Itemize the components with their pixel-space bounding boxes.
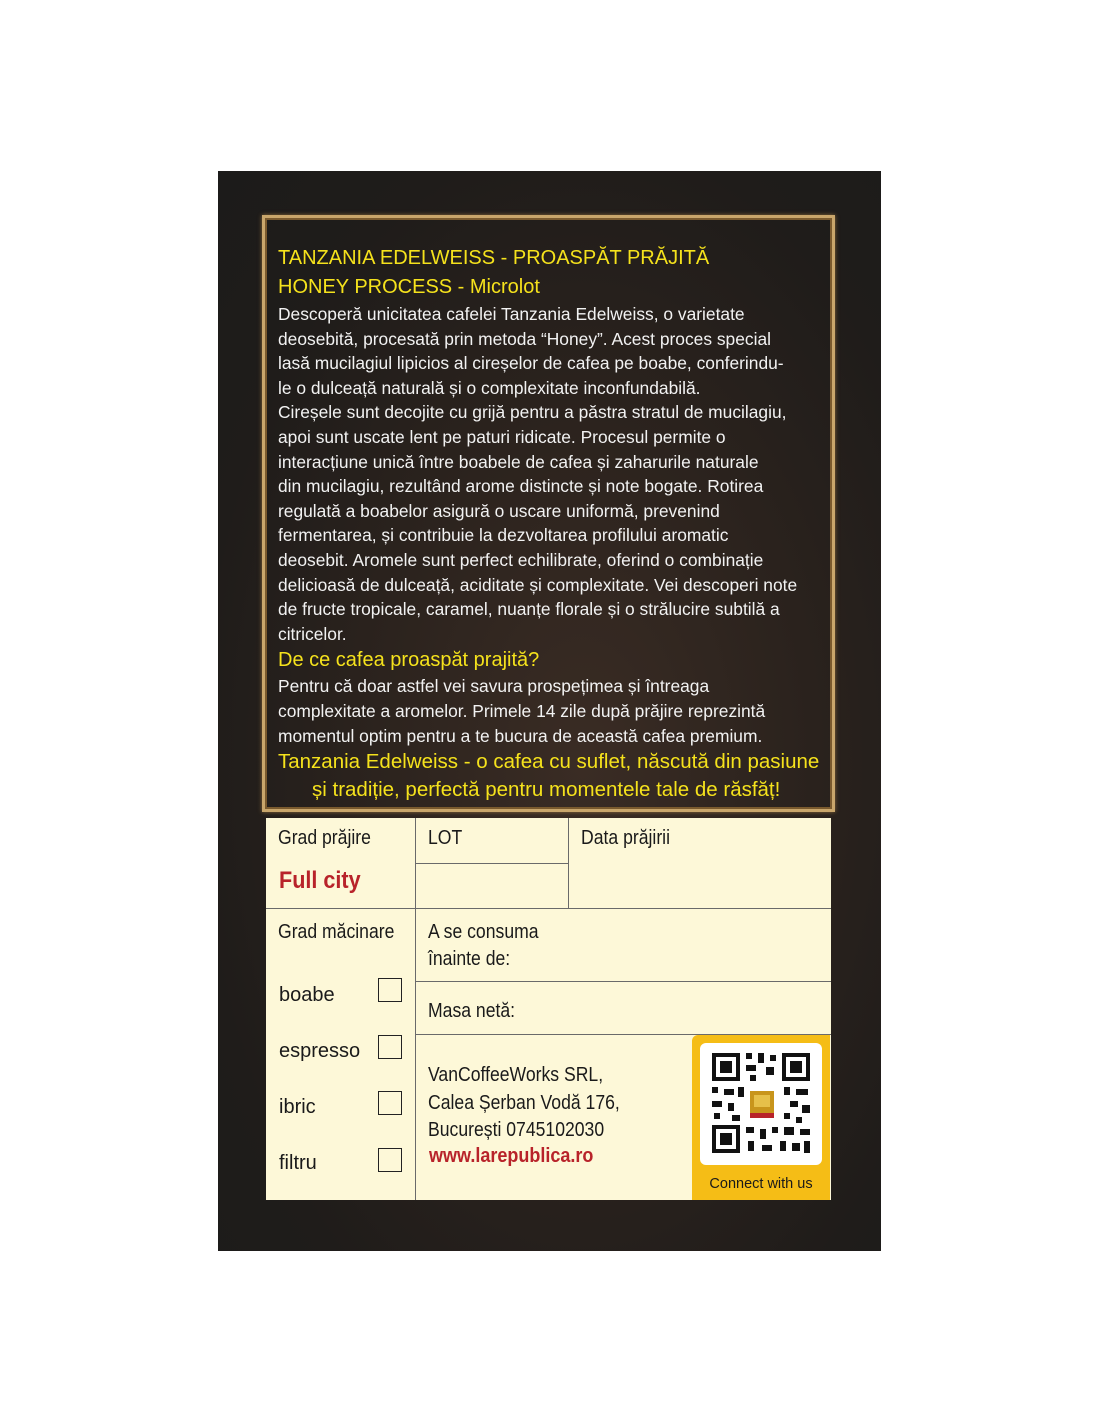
answer-body	[278, 674, 838, 748]
checkbox-boabe[interactable]	[378, 978, 402, 1002]
company-address: Calea Șerban Vodă 176,	[428, 1092, 620, 1114]
divider	[568, 818, 569, 908]
website-link[interactable]: www.larepublica.ro	[429, 1145, 594, 1167]
divider	[415, 818, 416, 1200]
answer-line: momentul optim pentru a te bucura de această cafea premium.	[278, 725, 763, 746]
roast-value: Full city	[279, 867, 361, 894]
closing-line: și tradiție, perfectă pentru momentele tale de răsfăț!	[312, 778, 781, 802]
description-body	[278, 302, 838, 646]
answer-line: Pentru că doar astfel vei savura prospețimea și întreaga	[278, 676, 710, 697]
body-line: citricelor.	[278, 623, 347, 644]
best-before-label: A se consuma	[428, 921, 539, 943]
qr-card[interactable]	[692, 1035, 830, 1200]
product-title: TANZANIA EDELWEISS - PROASPĂT PRĂJITĂ	[278, 247, 710, 269]
divider	[415, 981, 831, 982]
body-line: din mucilagiu, rezultând arome distincte și note bogate. Rotirea	[278, 476, 764, 497]
grind-option-espresso: espresso	[279, 1040, 361, 1062]
company-city-phone: București 0745102030	[428, 1119, 605, 1141]
checkbox-ibric[interactable]	[378, 1091, 402, 1115]
qr-caption: Connect with us	[709, 1176, 813, 1192]
crest-icon	[746, 1087, 778, 1121]
divider	[415, 863, 568, 864]
product-subtitle: HONEY PROCESS - Microlot	[278, 276, 540, 298]
closing-line: Tanzania Edelweiss - o cafea cu suflet, născută din pasiune	[278, 750, 820, 774]
checkbox-filtru[interactable]	[378, 1148, 402, 1172]
body-line: deosebit. Aromele sunt perfect echilibrate, oferind o combinație	[278, 549, 764, 570]
checkbox-espresso[interactable]	[378, 1035, 402, 1059]
body-line: deosebită, procesată prin metoda “Honey”. Acest proces special	[278, 328, 772, 349]
body-line: lasă mucilagiul lipicios al cireșelor de cafea pe boabe, conferindu-	[278, 353, 784, 374]
body-line: Cireșele sunt decojite cu grijă pentru a păstra stratul de mucilagiu,	[278, 402, 787, 423]
company-name: VanCoffeeWorks SRL,	[428, 1064, 604, 1086]
qr-code-graphic	[700, 1043, 822, 1165]
lot-label: LOT	[428, 827, 463, 849]
description-block	[278, 244, 838, 804]
answer-line: complexitate a aromelor. Primele 14 zile după prăjire reprezintă	[278, 700, 766, 721]
best-before-label-line2: înainte de:	[428, 948, 511, 970]
body-line: regulată a boabelor asigură o uscare uniformă, prevenind	[278, 500, 720, 521]
net-weight-label: Masa netă:	[428, 1000, 516, 1022]
grind-option-boabe: boabe	[279, 984, 335, 1006]
body-line: Descoperă unicitatea cafelei Tanzania Edelweiss, o varietate	[278, 304, 745, 324]
qr-code-icon[interactable]	[700, 1043, 822, 1165]
question-heading: De ce cafea proaspăt prajită?	[278, 649, 540, 672]
roast-label: Grad prăjire	[278, 827, 371, 849]
body-line: delicioasă de dulceață, aciditate și complexitate. Vei descoperi note	[278, 574, 798, 595]
divider	[266, 908, 831, 909]
body-line: de fructe tropicale, caramel, nuanțe florale și o strălucire subtilă a	[278, 599, 780, 620]
body-line: apoi sunt uscate lent pe paturi ridicate. Procesul permite o	[278, 426, 726, 447]
body-line: le o dulceață naturală și o complexitate inconfundabilă.	[278, 377, 701, 398]
body-line: fermentarea, și contribuie la dezvoltarea profilului aromatic	[278, 525, 729, 546]
roast-date-label: Data prăjirii	[581, 827, 671, 849]
grind-label: Grad măcinare	[278, 921, 395, 943]
grind-option-ibric: ibric	[279, 1096, 316, 1118]
body-line: interacțiune unică între boabele de cafea și zaharurile naturale	[278, 451, 759, 472]
closing-slogan	[278, 748, 838, 804]
grind-option-filtru: filtru	[279, 1152, 317, 1174]
